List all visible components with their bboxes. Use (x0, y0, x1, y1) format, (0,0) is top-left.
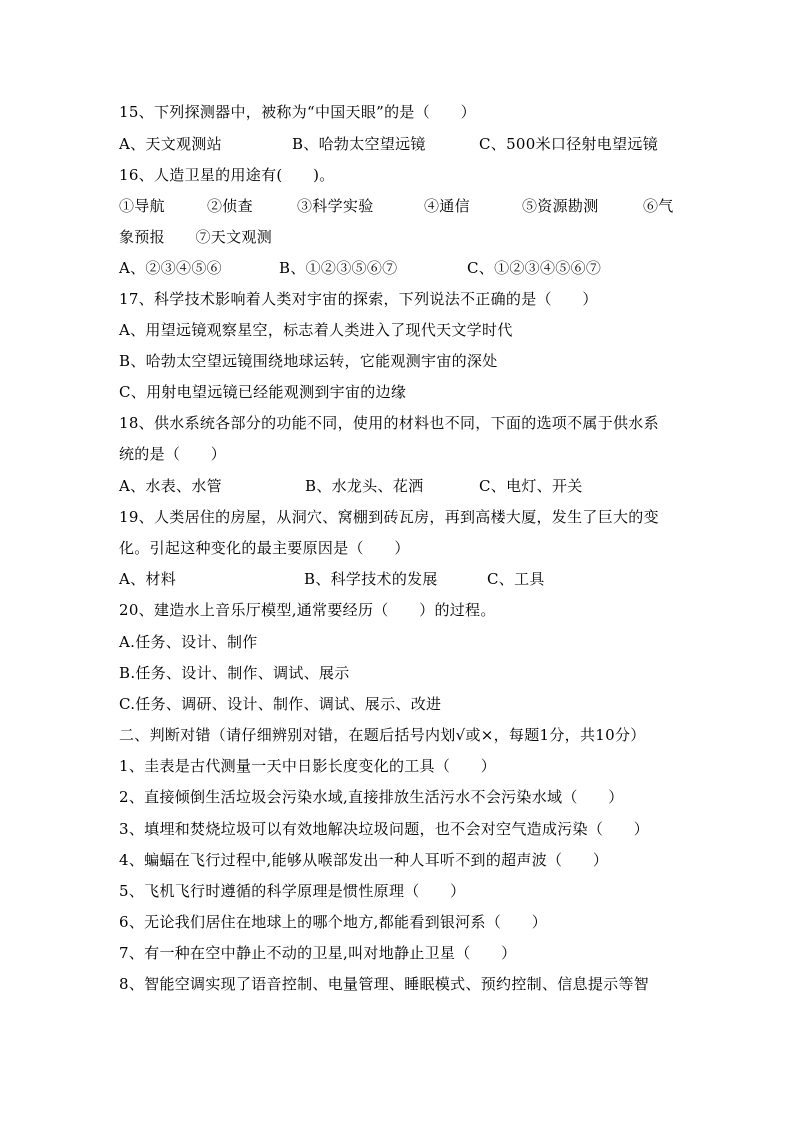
q16-option-c: C、①②③④⑤⑥⑦ (467, 259, 602, 277)
q16-item-4: ④通信 (424, 197, 470, 215)
q18-option-c: C、电灯、开关 (479, 477, 583, 495)
q15-option-a: A、天文观测站 (119, 135, 222, 153)
q16-item-3: ③科学实验 (297, 197, 374, 215)
q20-option-b: B.任务、设计、制作、调试、展示 (119, 664, 350, 682)
tf-item-5: 5、飞机飞行时遵循的科学原理是惯性原理（ ） (119, 882, 466, 900)
tf-item-2: 2、直接倾倒生活垃圾会污染水域,直接排放生活污水不会污染水域（ ） (119, 788, 624, 806)
tf-item-8: 8、智能空调实现了语音控制、电量管理、睡眠模式、预约控制、信息提示等智 (119, 975, 650, 993)
tf-item-1: 1、圭表是古代测量一天中日影长度变化的工具（ ） (119, 757, 497, 775)
q15-option-b: B、哈勃太空望远镜 (292, 135, 426, 153)
q18-stem-line1: 18、供水系统各部分的功能不同，使用的材料也不同，下面的选项不属于供水系 (119, 414, 659, 432)
q19-stem-line2: 化。引起这种变化的最主要原因是（ ） (119, 539, 410, 557)
q18-stem-line2: 统的是（ ） (119, 445, 227, 463)
q20-stem: 20、建造水上音乐厅模型,通常要经历（ ）的过程。 (119, 601, 496, 619)
q17-stem: 17、科学技术影响着人类对宇宙的探索，下列说法不正确的是（ ） (119, 290, 598, 308)
q18-option-b: B、水龙头、花洒 (305, 477, 424, 495)
q19-option-b: B、科学技术的发展 (304, 570, 438, 588)
section2-heading: 二、判断对错（请仔细辨别对错，在题后括号内划√或×，每题1分，共10分） (119, 726, 646, 744)
q20-option-a: A.任务、设计、制作 (119, 633, 258, 651)
q16-option-b: B、①②③⑤⑥⑦ (279, 259, 398, 277)
tf-item-7: 7、有一种在空中静止不动的卫星,叫对地静止卫星（ ） (119, 944, 517, 962)
q16-item-2: ②侦查 (207, 197, 253, 215)
tf-item-3: 3、填埋和焚烧垃圾可以有效地解决垃圾问题，也不会对空气造成污染（ ） (119, 820, 650, 838)
q19-stem-line1: 19、人类居住的房屋，从洞穴、窝棚到砖瓦房，再到高楼大厦，发生了巨大的变 (119, 508, 659, 526)
tf-item-4: 4、蝙蝠在飞行过程中,能够从喉部发出一种人耳听不到的超声波（ ） (119, 851, 609, 869)
q16-option-a: A、②③④⑤⑥ (119, 259, 222, 277)
q19-option-c: C、工具 (487, 570, 545, 588)
q17-option-a: A、用望远镜观察星空，标志着人类进入了现代天文学时代 (119, 321, 513, 339)
q16-item-1: ①导航 (119, 197, 165, 215)
q16-item-5: ⑤资源勘测 (522, 197, 599, 215)
q20-option-c: C.任务、调研、设计、制作、调试、展示、改进 (119, 695, 442, 713)
q15-option-c: C、500米口径射电望远镜 (479, 135, 659, 153)
q17-option-b: B、哈勃太空望远镜围绕地球运转，它能观测宇宙的深处 (119, 352, 498, 370)
tf-item-6: 6、无论我们居住在地球上的哪个地方,都能看到银河系（ ） (119, 913, 548, 931)
q18-option-a: A、水表、水管 (119, 477, 222, 495)
q16-items-row2: 象预报 ⑦天文观测 (119, 228, 273, 246)
q15-stem: 15、下列探测器中，被称为“中国天眼”的是（ ） (119, 103, 476, 121)
q17-option-c: C、用射电望远镜已经能观测到宇宙的边缘 (119, 383, 407, 401)
q19-option-a: A、材料 (119, 570, 177, 588)
q16-item-6: ⑥气 (643, 197, 674, 215)
q16-stem: 16、人造卫星的用途有( )。 (119, 166, 335, 184)
